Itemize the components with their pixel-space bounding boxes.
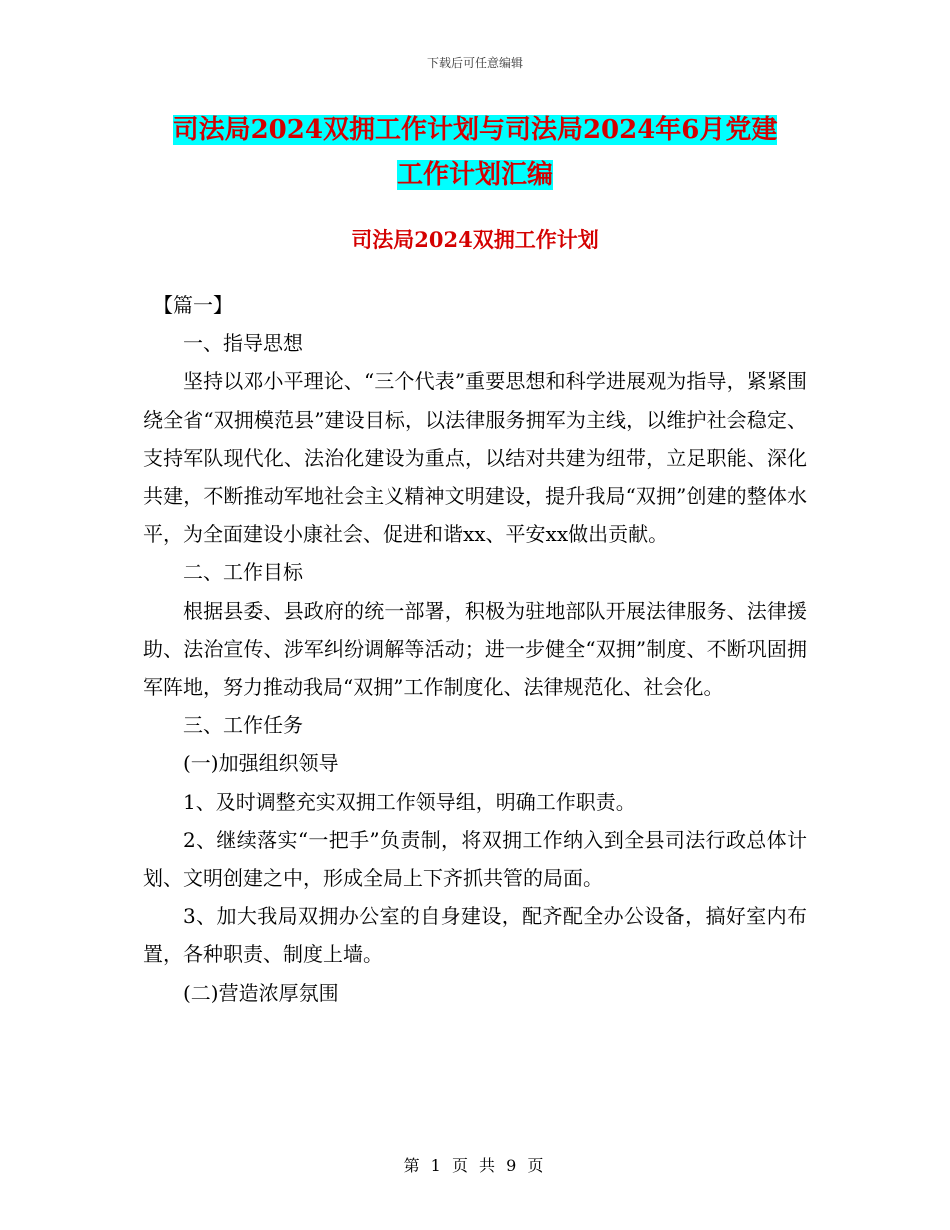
heading-guiding-ideology: 一、指导思想 [183,331,303,356]
document-body [143,286,807,1012]
heading-work-goals: 二、工作目标 [183,560,303,585]
paragraph-part-label: 【篇一】 [153,293,233,317]
heading-work-tasks: 三、工作任务 [183,713,303,738]
list-item: 3、加大我局双拥办公室的自身建设，配齐配全办公设备，搞好室内布置，各种职责、制度上墙。 [143,904,807,967]
page-number: 第 1 页 共 9 页 [403,1156,547,1175]
subheading: (一)加强组织领导 [183,751,339,776]
document-title [140,108,810,198]
document-title-line-2: 工作计划汇编 [396,160,553,190]
page-header-note: 下载后可任意编辑 [426,56,523,70]
paragraph: 根据县委、县政府的统一部署，积极为驻地部队开展法律服务、法律援助、法治宣传、涉军纠纷调解等活动；进一步健全“双拥”制度、不断巩固拥军阵地，努力推动我局“双拥”工作制度化、法律规范化、社会化。 [143,598,807,700]
list-item: 1、及时调整充实双拥工作领导组，明确工作职责。 [183,789,636,814]
paragraph: 坚持以邓小平理论、“三个代表”重要思想和科学进展观为指导，紧紧围绕全省“双拥模范县”建设目标，以法律服务拥军为主线，以维护社会稳定、支持军队现代化、法治化建设为重点，以结对共建为纽带，立足职能、深化共建，不断推动军地社会主义精神文明建设，提升我局“双拥”创建的整体水平，为全面建设小康社会、促进和谐xx、平安xx做出贡献。 [143,369,807,547]
section-title: 司法局2024双拥工作计划 [351,227,599,252]
document-title-line-1: 司法局2024双拥工作计划与司法局2024年6月党建 [172,115,778,145]
list-item: 2、继续落实“一把手”负责制，将双拥工作纳入到全县司法行政总体计划、文明创建之中，形成全局上下齐抓共管的局面。 [143,827,807,891]
subheading: (二)营造浓厚氛围 [183,980,339,1005]
